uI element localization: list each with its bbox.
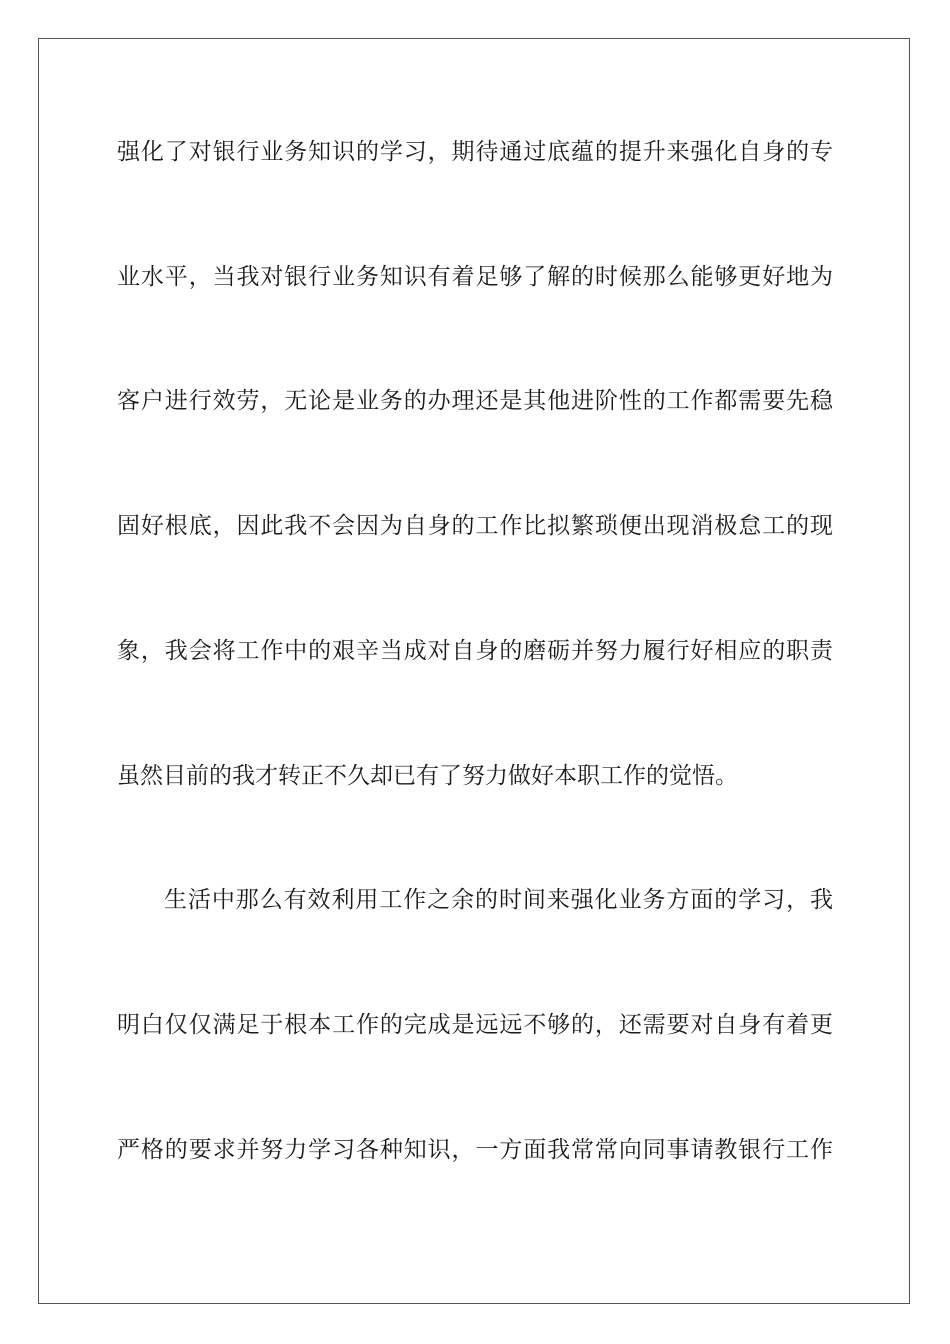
text-line-4: 固好根底，因此我不会因为自身的工作比拟繁琐便出现消极怠工的现 [117,513,833,539]
text-line-7: 生活中那么有效利用工作之余的时间来强化业务方面的学习，我 [164,887,833,913]
text-line-8: 明白仅仅满足于根本工作的完成是远远不够的，还需要对自身有着更 [117,1012,833,1038]
text-line-9: 严格的要求并努力学习各种知识，一方面我常常向同事请教银行工作 [117,1137,833,1163]
text-line-3: 客户进行效劳，无论是业务的办理还是其他进阶性的工作都需要先稳 [117,388,833,414]
text-line-1: 强化了对银行业务知识的学习，期待通过底蕴的提升来强化自身的专 [117,139,833,165]
text-line-2: 业水平，当我对银行业务知识有着足够了解的时候那么能够更好地为 [117,264,833,290]
text-line-6: 虽然目前的我才转正不久却已有了努力做好本职工作的觉悟。 [117,763,738,789]
text-line-5: 象，我会将工作中的艰辛当成对自身的磨砺并努力履行好相应的职责 [117,638,833,664]
page-border [38,38,910,1304]
